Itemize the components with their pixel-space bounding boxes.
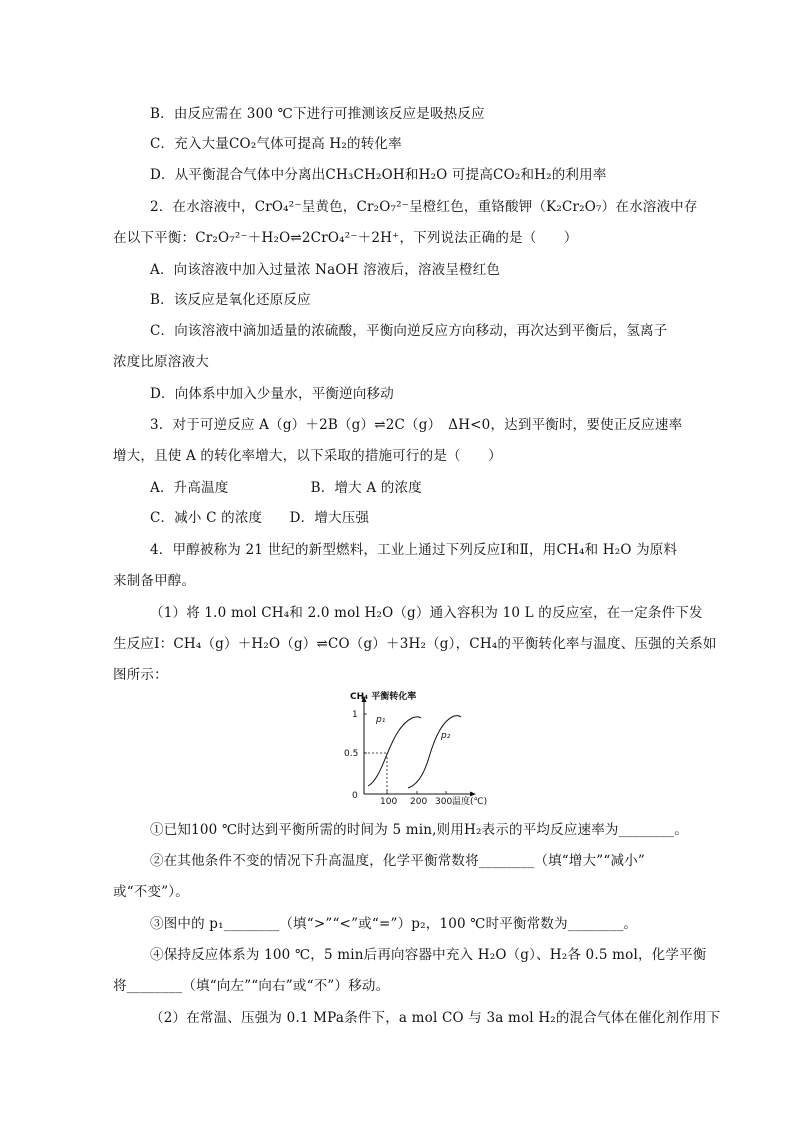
y-tick-label-0: 0 [352,791,358,801]
x-tick-label-100: 100 [380,797,398,807]
question-3-stem-line2: 增大，且使 A 的转化率增大，以下采取的措施可行的是（ ） [113,448,502,464]
question-4-part1-line3: 图所示： [113,667,168,683]
curve-p1 [368,717,421,786]
option-a-q2: A．向该溶液中加入过量浓 NaOH 溶液后，溶液呈橙红色 [150,262,501,278]
conversion-rate-figure [338,688,498,810]
y-tick-label-1: 1 [352,710,358,720]
sub-question-2-line1: ②在其他条件不变的情况下升高温度，化学平衡常数将________（填“增大”“减小” [150,853,646,869]
y-tick-label-05: 0.5 [344,749,359,759]
question-4-part1-line1: （1）将 1.0 mol CH₄和 2.0 mol H₂O（g）通入容积为 10 L 的反应室，在一定条件下发 [150,605,703,621]
x-tick-label-200: 200 [410,797,428,807]
x-tick-label-300: 300 [435,797,453,807]
sub-question-4-line2: 将________（填“向左”“向右”或“不”）移动。 [113,978,390,994]
option-d-q2: D．向体系中加入少量水，平衡逆向移动 [150,386,394,402]
option-c-q1: C．充入大量CO₂气体可提高 H₂的转化率 [150,136,402,152]
question-3-stem-line1: 3．对于可逆反应 A（g）＋2B（g）⇌2C（g） ΔH<0，达到平衡时，要使正反应速率 [150,417,683,433]
question-4-stem-line2: 来制备甲醇。 [113,573,196,589]
question-4-stem-line1: 4．甲醇被称为 21 世纪的新型燃料，工业上通过下列反应Ⅰ和Ⅱ，用CH₄和 H₂O 为原料 [150,542,678,558]
sub-question-2-line2: 或“不变”）。 [113,884,189,900]
question-4-part1-line2: 生反应Ⅰ：CH₄（g）＋H₂O（g）⇌CO（g）＋3H₂（g），CH₄的平衡转化率与温度、压强的关系如 [113,636,717,652]
question-4-part2-line1: （2）在常温、压强为 0.1 MPa条件下，a mol CO 与 3a mol H₂的混合气体在催化剂作用下 [150,1010,721,1026]
question-2-stem-line2: 在以下平衡：Cr₂O₇²⁻＋H₂O⇌2CrO₄²⁻＋2H⁺，下列说法正确的是（ ） [113,230,578,246]
x-axis-arrow [470,792,476,797]
x-axis-label: 温度(℃) [452,797,488,807]
curve-label-p2: p₂ [441,731,451,741]
options-ab-q3: A．升高温度 B．增大 A 的浓度 [150,480,422,496]
curve-p2 [408,716,461,788]
sub-question-4-line1: ④保持反应体系为 100 ℃，5 min后再向容器中充入 H₂O（g）、H₂各 0.5 mol，化学平衡 [150,947,707,963]
question-2-stem-line1: 2．在水溶液中，CrO₄²⁻呈黄色，Cr₂O₇²⁻呈橙红色，重铬酸钾（K₂Cr₂O₇）在水溶液中存 [150,199,698,215]
curve-label-p1: p₁ [376,715,386,725]
option-b-q1: B．由反应需在 300 ℃下进行可推测该反应是吸热反应 [150,106,485,122]
y-axis-label: CH₄ 平衡转化率 [350,692,417,702]
sub-question-3: ③图中的 p₁________（填“>”“<”或“=”）p₂，100 ℃时平衡常数为________。 [150,916,638,932]
option-c-q2-line1: C．向该溶液中滴加适量的浓硫酸，平衡向逆反应方向移动，再次达到平衡后，氢离子 [150,323,668,339]
option-c-q2-line2: 浓度比原溶液大 [113,354,209,370]
options-cd-q3: C．减小 C 的浓度 D．增大压强 [150,510,370,526]
option-b-q2: B．该反应是氧化还原反应 [150,292,311,308]
option-d-q1: D．从平衡混合气体中分离出CH₃CH₂OH和H₂O 可提高CO₂和H₂的利用率 [150,167,607,183]
sub-question-1: ①已知100 ℃时达到平衡所需的时间为 5 min,则用H₂表示的平均反应速率为________。 [150,822,688,838]
